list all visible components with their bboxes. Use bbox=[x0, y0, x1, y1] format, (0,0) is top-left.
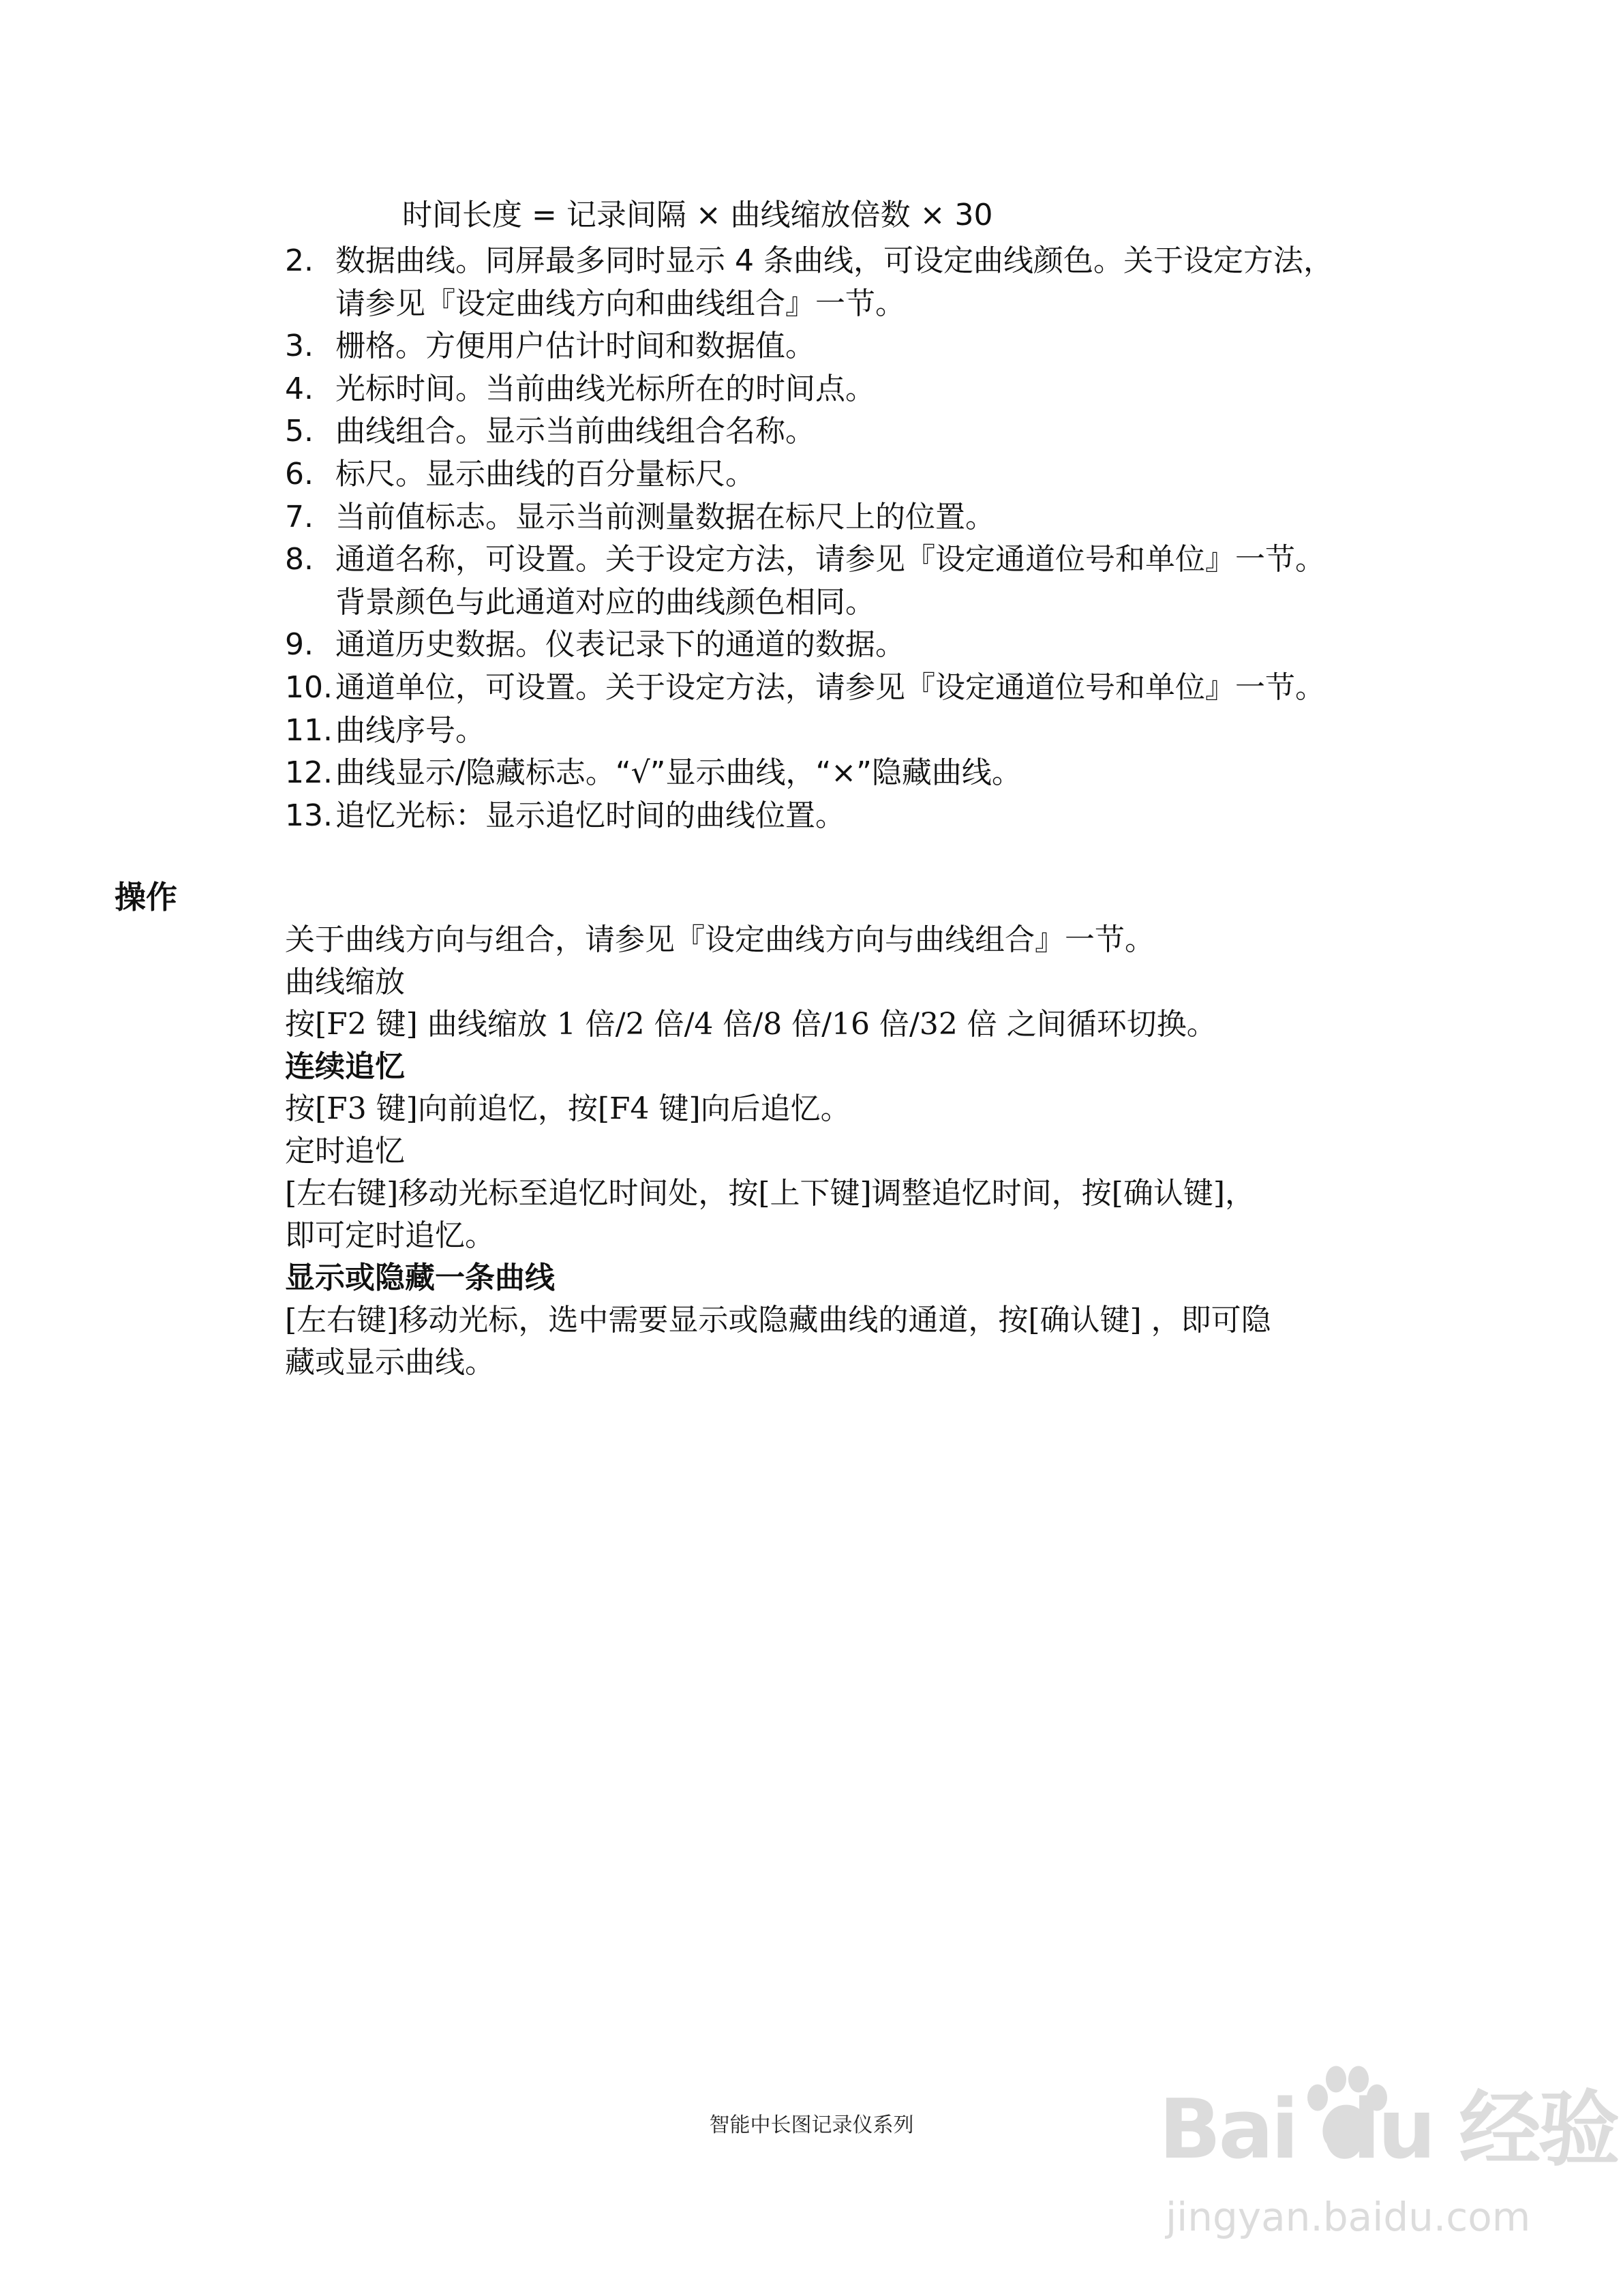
list-item bbox=[285, 667, 1403, 710]
watermark-logo-text: Bai du 经验 bbox=[1159, 2083, 1618, 2177]
list-item-number: 8. bbox=[285, 542, 314, 577]
list-item-text: 标尺。显示曲线的百分量标尺。 bbox=[335, 456, 755, 492]
list-item-number: 9. bbox=[285, 627, 314, 663]
timed-recall-heading: 定时追忆 bbox=[285, 1134, 405, 1168]
timed-recall-text-1: [左右键]移动光标至追忆时间处，按[上下键]调整追忆时间，按[确认键]， bbox=[285, 1176, 1255, 1211]
toggle-curve-heading: 显示或隐藏一条曲线 bbox=[285, 1260, 555, 1295]
continuous-recall-text: 按[F3 键]向前追忆，按[F4 键]向后追忆。 bbox=[285, 1091, 851, 1126]
list-item-number: 13. bbox=[285, 798, 333, 833]
list-item-number: 3. bbox=[285, 329, 314, 364]
section-title-operation: 操作 bbox=[115, 879, 177, 916]
list-item bbox=[285, 795, 1403, 838]
list-item-number: 10. bbox=[285, 669, 333, 705]
watermark-url: jingyan.baidu.com bbox=[1166, 2194, 1531, 2240]
list-item bbox=[285, 368, 1403, 411]
list-item bbox=[285, 325, 1403, 368]
zoom-text: 按[F2 键] 曲线缩放 1 倍/2 倍/4 倍/8 倍/16 倍/32 倍 之间循环切换。 bbox=[285, 1007, 1217, 1042]
list-item-number: 11. bbox=[285, 712, 333, 748]
baidu-watermark bbox=[1159, 2059, 1618, 2263]
list-item-number: 6. bbox=[285, 456, 314, 492]
list-item-number: 12. bbox=[285, 755, 333, 791]
list-item-text: 当前值标志。显示当前测量数据在标尺上的位置。 bbox=[335, 499, 995, 534]
zoom-heading: 曲线缩放 bbox=[285, 965, 405, 999]
list-item bbox=[285, 410, 1403, 453]
legend-item-list bbox=[285, 240, 1403, 837]
list-item-text: 光标时间。当前曲线光标所在的时间点。 bbox=[335, 371, 875, 406]
time-length-formula: 时间长度 = 记录间隔 × 曲线缩放倍数 × 30 bbox=[402, 198, 993, 232]
list-item bbox=[285, 624, 1403, 667]
list-item bbox=[285, 539, 1403, 624]
list-item bbox=[285, 240, 1403, 325]
timed-recall-text-2: 即可定时追忆。 bbox=[285, 1218, 495, 1253]
list-item-text: 栅格。方便用户估计时间和数据值。 bbox=[335, 329, 815, 364]
list-item bbox=[285, 752, 1403, 795]
page-footer: 智能中长图记录仪系列 bbox=[709, 2113, 914, 2137]
operation-intro: 关于曲线方向与组合，请参见『设定曲线方向与曲线组合』一节。 bbox=[285, 922, 1155, 957]
list-item bbox=[285, 496, 1403, 539]
list-item-text: 通道历史数据。仪表记录下的通道的数据。 bbox=[335, 627, 905, 663]
list-item-text: 曲线显示/隐藏标志。“√”显示曲线，“×”隐藏曲线。 bbox=[335, 755, 1022, 791]
operation-section bbox=[285, 919, 1403, 1384]
list-item-continuation: 请参见『设定曲线方向和曲线组合』一节。 bbox=[335, 286, 905, 321]
toggle-curve-text-2: 藏或显示曲线。 bbox=[285, 1345, 495, 1380]
list-item-text: 追忆光标：显示追忆时间的曲线位置。 bbox=[335, 798, 845, 833]
list-item-number: 2. bbox=[285, 243, 314, 278]
list-item-text: 曲线序号。 bbox=[335, 712, 485, 748]
toggle-curve-text-1: [左右键]移动光标，选中需要显示或隐藏曲线的通道，按[确认键] ，即可隐 bbox=[285, 1303, 1271, 1338]
list-item-text: 通道名称，可设置。关于设定方法，请参见『设定通道位号和单位』一节。 bbox=[335, 542, 1325, 577]
list-item-text: 通道单位，可设置。关于设定方法，请参见『设定通道位号和单位』一节。 bbox=[335, 669, 1325, 705]
list-item bbox=[285, 710, 1403, 753]
continuous-recall-heading: 连续追忆 bbox=[285, 1049, 405, 1084]
list-item-continuation: 背景颜色与此通道对应的曲线颜色相同。 bbox=[335, 584, 875, 620]
list-item-number: 7. bbox=[285, 499, 314, 534]
list-item bbox=[285, 453, 1403, 496]
list-item-text: 数据曲线。同屏最多同时显示 4 条曲线，可设定曲线颜色。关于设定方法， bbox=[335, 243, 1333, 278]
list-item-text: 曲线组合。显示当前曲线组合名称。 bbox=[335, 414, 815, 449]
list-item-number: 4. bbox=[285, 371, 314, 406]
list-item-number: 5. bbox=[285, 414, 314, 449]
